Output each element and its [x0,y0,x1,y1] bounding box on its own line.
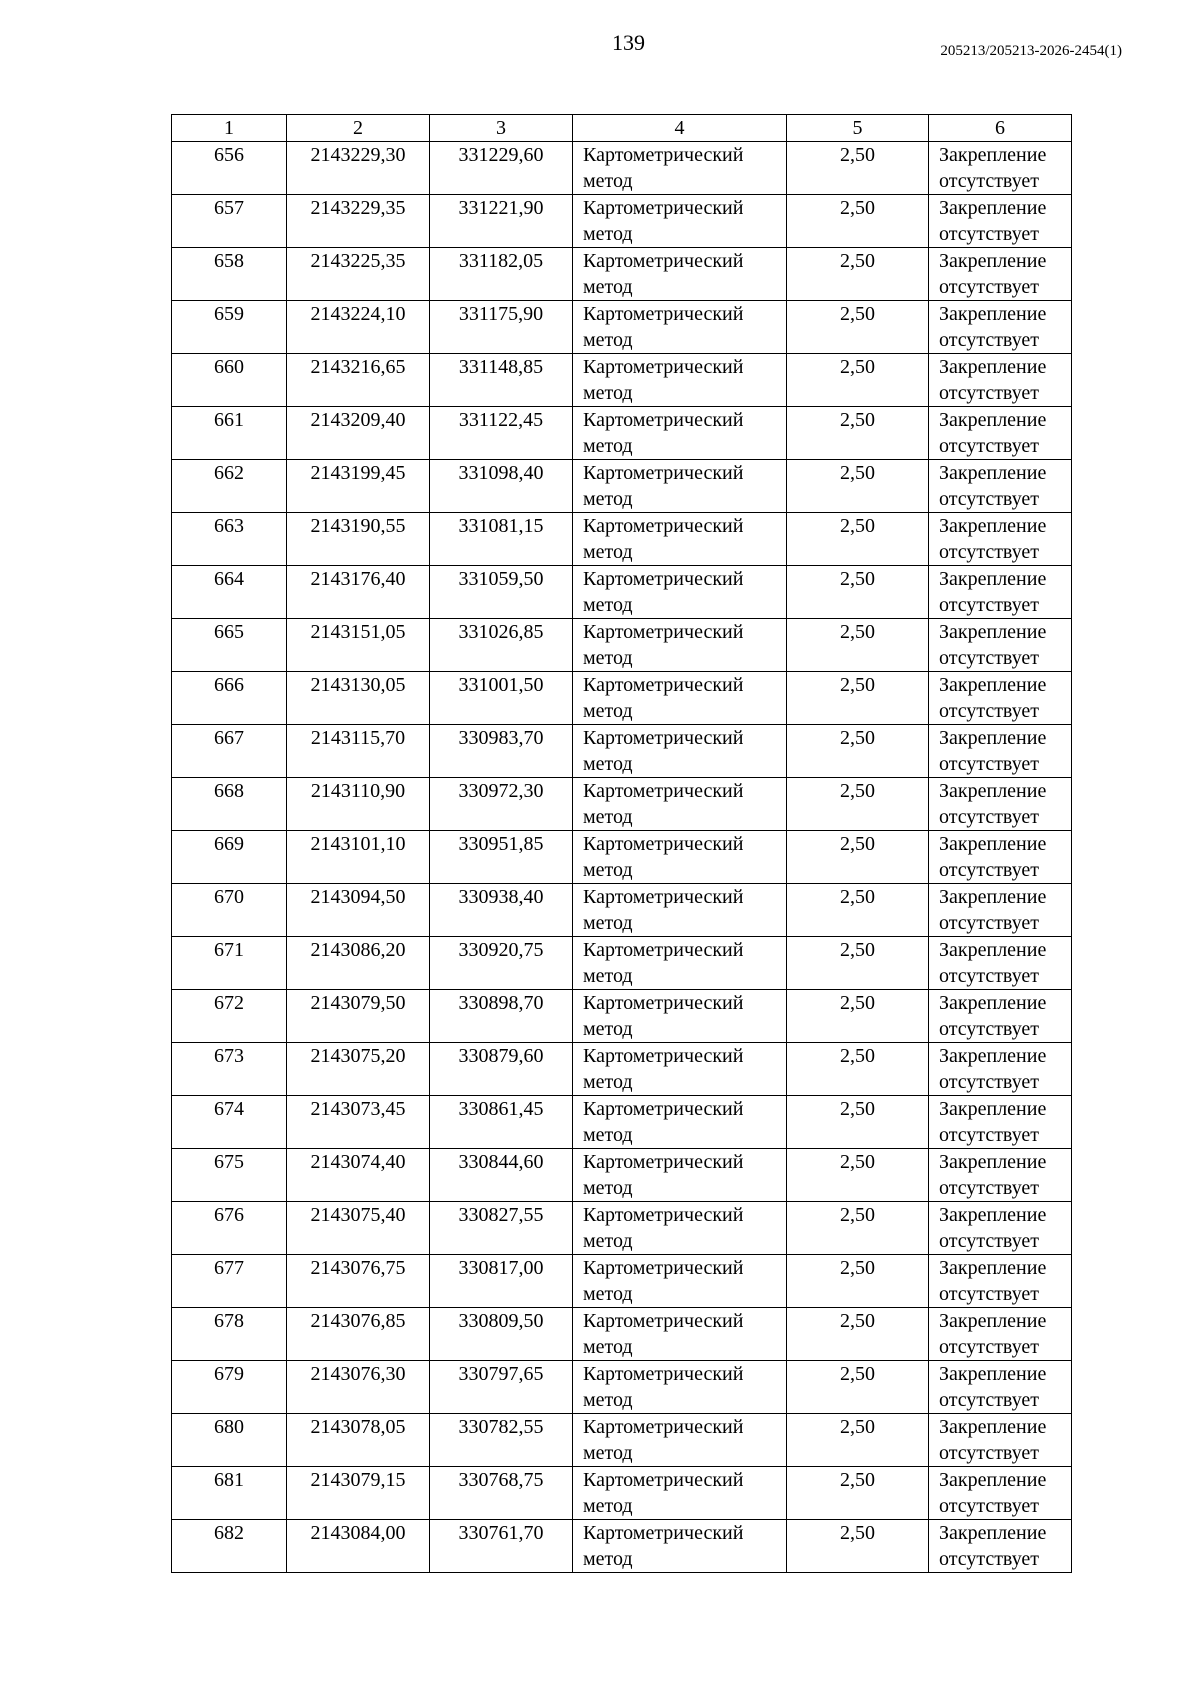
y-coordinate-cell: 330768,75 [430,1467,573,1520]
x-coordinate-cell: 2143225,35 [287,248,430,301]
method-cell: Картометрический метод [573,1096,787,1149]
accuracy-cell: 2,50 [787,354,929,407]
point-number-cell: 657 [172,195,287,248]
fixation-cell: Закрепление отсутствует [929,884,1072,937]
point-number-cell: 661 [172,407,287,460]
table-row [172,1520,1072,1573]
accuracy-cell: 2,50 [787,1467,929,1520]
point-number-cell: 678 [172,1308,287,1361]
method-cell: Картометрический метод [573,990,787,1043]
method-cell: Картометрический метод [573,1361,787,1414]
table-row [172,1308,1072,1361]
fixation-cell: Закрепление отсутствует [929,831,1072,884]
y-coordinate-cell: 331148,85 [430,354,573,407]
fixation-cell: Закрепление отсутствует [929,1361,1072,1414]
table-row [172,1043,1072,1096]
point-number-cell: 679 [172,1361,287,1414]
fixation-cell: Закрепление отсутствует [929,407,1072,460]
fixation-cell: Закрепление отсутствует [929,354,1072,407]
accuracy-cell: 2,50 [787,407,929,460]
method-cell: Картометрический метод [573,1149,787,1202]
fixation-cell: Закрепление отсутствует [929,195,1072,248]
fixation-cell: Закрепление отсутствует [929,937,1072,990]
y-coordinate-cell: 330938,40 [430,884,573,937]
accuracy-cell: 2,50 [787,1149,929,1202]
point-number-cell: 673 [172,1043,287,1096]
fixation-cell: Закрепление отсутствует [929,725,1072,778]
x-coordinate-cell: 2143209,40 [287,407,430,460]
point-number-cell: 659 [172,301,287,354]
y-coordinate-cell: 330817,00 [430,1255,573,1308]
y-coordinate-cell: 331175,90 [430,301,573,354]
column-header: 1 [172,115,287,142]
method-cell: Картометрический метод [573,725,787,778]
y-coordinate-cell: 330972,30 [430,778,573,831]
point-number-cell: 662 [172,460,287,513]
method-cell: Картометрический метод [573,248,787,301]
point-number-cell: 656 [172,142,287,195]
table-row [172,1202,1072,1255]
accuracy-cell: 2,50 [787,566,929,619]
y-coordinate-cell: 330782,55 [430,1414,573,1467]
fixation-cell: Закрепление отсутствует [929,248,1072,301]
table-row [172,1149,1072,1202]
table-header-row [172,115,1072,142]
fixation-cell: Закрепление отсутствует [929,1467,1072,1520]
accuracy-cell: 2,50 [787,1043,929,1096]
table-row [172,884,1072,937]
y-coordinate-cell: 330879,60 [430,1043,573,1096]
method-cell: Картометрический метод [573,672,787,725]
fixation-cell: Закрепление отсутствует [929,1149,1072,1202]
y-coordinate-cell: 331182,05 [430,248,573,301]
fixation-cell: Закрепление отсутствует [929,1308,1072,1361]
y-coordinate-cell: 330951,85 [430,831,573,884]
table-row [172,566,1072,619]
column-header: 3 [430,115,573,142]
table-row [172,301,1072,354]
column-header: 5 [787,115,929,142]
point-number-cell: 676 [172,1202,287,1255]
method-cell: Картометрический метод [573,1202,787,1255]
x-coordinate-cell: 2143176,40 [287,566,430,619]
point-number-cell: 670 [172,884,287,937]
column-header: 6 [929,115,1072,142]
table-row [172,937,1072,990]
method-cell: Картометрический метод [573,301,787,354]
y-coordinate-cell: 330761,70 [430,1520,573,1573]
x-coordinate-cell: 2143086,20 [287,937,430,990]
method-cell: Картометрический метод [573,1255,787,1308]
table-row [172,1255,1072,1308]
x-coordinate-cell: 2143075,40 [287,1202,430,1255]
table-row [172,195,1072,248]
table-row [172,990,1072,1043]
fixation-cell: Закрепление отсутствует [929,460,1072,513]
accuracy-cell: 2,50 [787,672,929,725]
y-coordinate-cell: 331081,15 [430,513,573,566]
x-coordinate-cell: 2143199,45 [287,460,430,513]
method-cell: Картометрический метод [573,1043,787,1096]
accuracy-cell: 2,50 [787,513,929,566]
fixation-cell: Закрепление отсутствует [929,778,1072,831]
fixation-cell: Закрепление отсутствует [929,566,1072,619]
point-number-cell: 668 [172,778,287,831]
y-coordinate-cell: 330861,45 [430,1096,573,1149]
point-number-cell: 660 [172,354,287,407]
fixation-cell: Закрепление отсутствует [929,1096,1072,1149]
method-cell: Картометрический метод [573,195,787,248]
point-number-cell: 677 [172,1255,287,1308]
y-coordinate-cell: 331001,50 [430,672,573,725]
point-number-cell: 671 [172,937,287,990]
accuracy-cell: 2,50 [787,1308,929,1361]
accuracy-cell: 2,50 [787,884,929,937]
accuracy-cell: 2,50 [787,725,929,778]
accuracy-cell: 2,50 [787,1520,929,1573]
y-coordinate-cell: 331098,40 [430,460,573,513]
table-row [172,778,1072,831]
accuracy-cell: 2,50 [787,1096,929,1149]
x-coordinate-cell: 2143130,05 [287,672,430,725]
y-coordinate-cell: 330827,55 [430,1202,573,1255]
table-row [172,672,1072,725]
point-number-cell: 665 [172,619,287,672]
x-coordinate-cell: 2143094,50 [287,884,430,937]
table-row [172,407,1072,460]
point-number-cell: 681 [172,1467,287,1520]
accuracy-cell: 2,50 [787,301,929,354]
fixation-cell: Закрепление отсутствует [929,301,1072,354]
fixation-cell: Закрепление отсутствует [929,672,1072,725]
y-coordinate-cell: 330898,70 [430,990,573,1043]
point-number-cell: 674 [172,1096,287,1149]
x-coordinate-cell: 2143190,55 [287,513,430,566]
x-coordinate-cell: 2143079,15 [287,1467,430,1520]
table-row [172,1361,1072,1414]
table-row [172,1467,1072,1520]
point-number-cell: 669 [172,831,287,884]
method-cell: Картометрический метод [573,937,787,990]
page-number: 139 [612,30,645,55]
method-cell: Картометрический метод [573,778,787,831]
x-coordinate-cell: 2143075,20 [287,1043,430,1096]
coordinates-table [171,114,1072,1573]
method-cell: Картометрический метод [573,142,787,195]
x-coordinate-cell: 2143078,05 [287,1414,430,1467]
x-coordinate-cell: 2143073,45 [287,1096,430,1149]
accuracy-cell: 2,50 [787,460,929,513]
y-coordinate-cell: 331229,60 [430,142,573,195]
point-number-cell: 664 [172,566,287,619]
table-row [172,248,1072,301]
fixation-cell: Закрепление отсутствует [929,990,1072,1043]
method-cell: Картометрический метод [573,1308,787,1361]
point-number-cell: 666 [172,672,287,725]
table-row [172,513,1072,566]
accuracy-cell: 2,50 [787,195,929,248]
point-number-cell: 663 [172,513,287,566]
method-cell: Картометрический метод [573,1520,787,1573]
x-coordinate-cell: 2143074,40 [287,1149,430,1202]
x-coordinate-cell: 2143224,10 [287,301,430,354]
y-coordinate-cell: 330809,50 [430,1308,573,1361]
x-coordinate-cell: 2143076,85 [287,1308,430,1361]
accuracy-cell: 2,50 [787,990,929,1043]
table-row [172,725,1072,778]
accuracy-cell: 2,50 [787,619,929,672]
accuracy-cell: 2,50 [787,1255,929,1308]
method-cell: Картометрический метод [573,513,787,566]
accuracy-cell: 2,50 [787,142,929,195]
method-cell: Картометрический метод [573,1467,787,1520]
point-number-cell: 680 [172,1414,287,1467]
x-coordinate-cell: 2143151,05 [287,619,430,672]
x-coordinate-cell: 2143216,65 [287,354,430,407]
method-cell: Картометрический метод [573,619,787,672]
table-row [172,619,1072,672]
x-coordinate-cell: 2143079,50 [287,990,430,1043]
fixation-cell: Закрепление отсутствует [929,1255,1072,1308]
accuracy-cell: 2,50 [787,1414,929,1467]
fixation-cell: Закрепление отсутствует [929,1414,1072,1467]
point-number-cell: 675 [172,1149,287,1202]
fixation-cell: Закрепление отсутствует [929,513,1072,566]
table-body [172,142,1072,1573]
y-coordinate-cell: 330920,75 [430,937,573,990]
accuracy-cell: 2,50 [787,778,929,831]
method-cell: Картометрический метод [573,831,787,884]
method-cell: Картометрический метод [573,884,787,937]
fixation-cell: Закрепление отсутствует [929,1202,1072,1255]
x-coordinate-cell: 2143101,10 [287,831,430,884]
y-coordinate-cell: 331059,50 [430,566,573,619]
x-coordinate-cell: 2143229,30 [287,142,430,195]
point-number-cell: 682 [172,1520,287,1573]
accuracy-cell: 2,50 [787,248,929,301]
method-cell: Картометрический метод [573,1414,787,1467]
y-coordinate-cell: 330844,60 [430,1149,573,1202]
fixation-cell: Закрепление отсутствует [929,619,1072,672]
y-coordinate-cell: 330983,70 [430,725,573,778]
accuracy-cell: 2,50 [787,831,929,884]
y-coordinate-cell: 331221,90 [430,195,573,248]
fixation-cell: Закрепление отсутствует [929,1520,1072,1573]
column-header: 4 [573,115,787,142]
x-coordinate-cell: 2143110,90 [287,778,430,831]
fixation-cell: Закрепление отсутствует [929,1043,1072,1096]
column-header: 2 [287,115,430,142]
table-row [172,1096,1072,1149]
document-id: 205213/205213-2026-2454(1) [940,43,1122,59]
table-row [172,1414,1072,1467]
table-row [172,831,1072,884]
y-coordinate-cell: 330797,65 [430,1361,573,1414]
method-cell: Картометрический метод [573,566,787,619]
accuracy-cell: 2,50 [787,937,929,990]
x-coordinate-cell: 2143076,30 [287,1361,430,1414]
table-row [172,460,1072,513]
point-number-cell: 658 [172,248,287,301]
point-number-cell: 672 [172,990,287,1043]
x-coordinate-cell: 2143084,00 [287,1520,430,1573]
table-row [172,354,1072,407]
table-row [172,142,1072,195]
accuracy-cell: 2,50 [787,1361,929,1414]
x-coordinate-cell: 2143229,35 [287,195,430,248]
point-number-cell: 667 [172,725,287,778]
accuracy-cell: 2,50 [787,1202,929,1255]
x-coordinate-cell: 2143076,75 [287,1255,430,1308]
method-cell: Картометрический метод [573,407,787,460]
method-cell: Картометрический метод [573,460,787,513]
method-cell: Картометрический метод [573,354,787,407]
y-coordinate-cell: 331122,45 [430,407,573,460]
fixation-cell: Закрепление отсутствует [929,142,1072,195]
y-coordinate-cell: 331026,85 [430,619,573,672]
x-coordinate-cell: 2143115,70 [287,725,430,778]
